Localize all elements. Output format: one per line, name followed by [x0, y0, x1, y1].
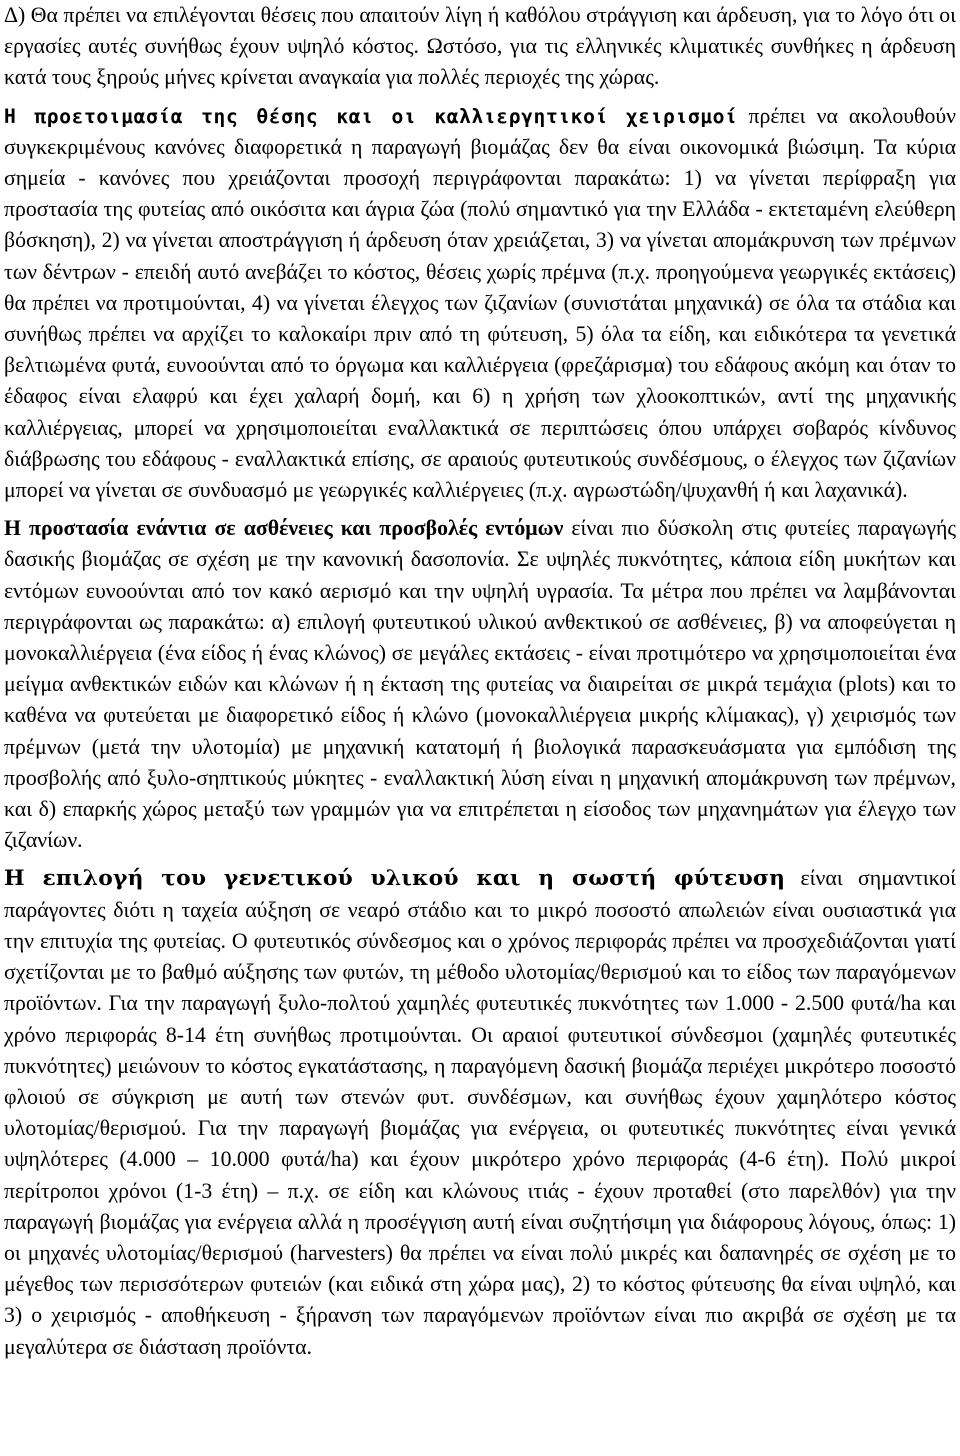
- document-page: [4, 0, 956, 1370]
- paragraph-heading-pest-protection: Η προστασία ενάντια σε ασθένειες και προσβολές εντόμων: [4, 516, 564, 541]
- paragraph-text: πρέπει να ακολουθούν συγκεκριμένους κανόνες διαφορετικά η παραγωγή βιομάζας δεν θα είναι οικονομικά βιώσιμη. Τα κύρια σημεία - κανόνες που χρειάζονται προσοχή περιγράφονται παρακάτω: 1) να γίνεται περίφραξη για προστασία της φυτείας από οικόσιτα και άγρια ζώα (πολύ σημαντικό για την Ελλάδα - εκτεταμένη ελεύθερη βόσκηση), 2) να γίνεται αποστράγγιση ή άρδευση όταν χρειάζεται, 3) να γίνεται απομάκρυνση των πρέμνων των δέντρων - επειδή αυτό ανεβάζει το κόστος, θέσεις χωρίς πρέμνα (π.χ. προηγούμενα γεωργικές εκτάσεις) θα πρέπει να προτιμούνται, 4) να γίνεται έλεγχος των ζιζανίων (συνιστάται μηχανικά) σε όλα τα στάδια και συνήθως πρέπει να αρχίζει το καλοκαίρι πριν από τη φύτευση, 5) όλα τα είδη, και ειδικότερα τα γενετικά βελτιωμένα φυτά, ευνοούνται από το όργωμα και καλλιέργεια (φρεζάρισμα) του εδάφους ακόμη και όταν το έδαφος είναι ελαφρύ και έχει χαλαρή δομή, και 6) η χρήση των χλοοκοπτικών, αντί της μηχανικής καλλιέργειας, μπορεί να χρησιμοποιείται εναλλακτικά σε περιπτώσεις όπου υπάρχει σοβαρός κίνδυνος διάβρωσης του εδάφους - εναλλακτικά επίσης, σε αραιούς φυτευτικούς συνδέσμους, ο έλεγχος των ζιζανίων μπορεί να γίνεται σε συνδυασμό με γεωργικές καλλιέργειες (π.χ. αγρωστώδη/ψυχανθή ή και λαχανικά).: [4, 103, 957, 503]
- paragraph-pest-protection: [4, 513, 956, 856]
- paragraph-site-selection: [4, 0, 956, 94]
- paragraph-text: είναι πιο δύσκολη στις φυτείες παραγωγής δασικής βιομάζας σε σχέση με την κανονική δασοπονία. Σε υψηλές πυκνότητες, κάποια είδη μυκήτων και εντόμων ευνοούνται από τον κακό αερισμό και την υψηλή υγρασία. Τα μέτρα που πρέπει να λαμβάνονται περιγράφονται ως παρακάτω: α) επιλογή φυτευτικού υλικού ανθεκτικού σε ασθένειες, β) να αποφεύγεται η μονοκαλλιέργεια (ένα είδος ή ένας κλώνος) σε μεγάλες εκτάσεις - είναι προτιμότερο να χρησιμοποιείται ένα μείγμα ανθεκτικών ειδών και κλώνων ή η έκταση της φυτείας να διαιρείται σε μικρά τεμάχια (plots) και το καθένα να φυτεύεται με διαφορετικό είδος ή κλώνο (μονοκαλλιέργεια μικρής κλίμακας), γ) χειρισμός των πρέμνων (μετά την υλοτομία) με μηχανική κατατομή ή βιολογικά παρασκευάσματα για εμπόδιση της προσβολής από ξυλο-σηπτικούς μύκητες - εναλλακτική λύση είναι η μηχανική απομάκρυνση των πρέμνων, και δ) επαρκής χώρος μεταξύ των γραμμών για να επιτρέπεται η είσοδος των μηχανημάτων για έλεγχο των ζιζανίων.: [4, 516, 956, 853]
- paragraph-heading-genetic-material: Η επιλογή του γενετικού υλικού και η σωστή φύτευση: [4, 866, 786, 892]
- paragraph-text: είναι σημαντικοί παράγοντες διότι η ταχεία αύξηση σε νεαρό στάδιο και το μικρό ποσοστό απωλειών είναι ουσιαστικά για την επιτυχία της φυτείας. Ο φυτευτικός σύνδεσμος και ο χρόνος περιφοράς πρέπει να προσχεδιάζονται γιατί σχετίζονται με το βαθμό αύξησης των φυτών, τη μέθοδο υλοτομίας/θερισμού και το είδος των παραγόμενων προϊόντων. Για την παραγωγή ξυλο-πολτού χαμηλές φυτευτικές πυκνότητες των 1.000 - 2.500 φυτά/ha και χρόνο περιφοράς 8-14 έτη συνήθως προτιμούνται. Οι αραιοί φυτευτικοί σύνδεσμοι (χαμηλές φυτευτικές πυκνότητες) μειώνουν το κόστος εγκατάστασης, η παραγόμενη δασική βιομάζα περιέχει μικρότερο ποσοστό φλοιού σε σύγκριση με αυτή των στενών φυτ. συνδέσμων, και συνήθως έχουν χαμηλότερο κόστος υλοτομίας/θερισμού. Για την παραγωγή βιομάζας για ενέργεια, οι φυτευτικές πυκνότητες είναι γενικά υψηλότερες (4.000 – 10.000 φυτά/ha) και έχουν μικρότερο χρόνο περιφοράς (4-6 έτη). Πολύ μικροί περίτροποι χρόνοι (1-3 έτη) – π.χ. σε είδη και κλώνους ιτιάς - έχουν προταθεί (στο παρελθόν) για την παραγωγή βιομάζας για ενέργεια αλλά η προσέγγιση αυτή είναι συζητήσιμη για διάφορους λόγους, όπως: 1) οι μηχανές υλοτομίας/θερισμού (harvesters) θα πρέπει να είναι πολύ μικρές και δαπανηρές σε σχέση με το μέγεθος των περισσότερων φυτειών (και ειδικά στη χώρα μας), 2) το κόστος φύτευσης θα είναι υψηλό, και 3) ο χειρισμός - αποθήκευση - ξήρανση των παραγόμενων προϊόντων είναι πιο ακριβά σε σχέση με τα μεγαλύτερα σε διάσταση προϊόντα.: [4, 866, 956, 1359]
- paragraph-heading-site-preparation: Η προετοιμασία της θέσης και οι καλλιεργητικοί χειρισμοί: [4, 104, 738, 128]
- paragraph-text: Δ) Θα πρέπει να επιλέγονται θέσεις που απαιτούν λίγη ή καθόλου στράγγιση και άρδευση, για το λόγο ότι οι εργασίες αυτές συνήθως έχουν υψηλό κόστος. Ωστόσο, για τις ελληνικές κλιματικές συνθήκες η άρδευση κατά τους ξηρούς μήνες κρίνεται αναγκαία για πολλές περιοχές της χώρας.: [4, 3, 956, 90]
- paragraph-genetic-material: [4, 863, 956, 1362]
- paragraph-site-preparation: [4, 101, 956, 507]
